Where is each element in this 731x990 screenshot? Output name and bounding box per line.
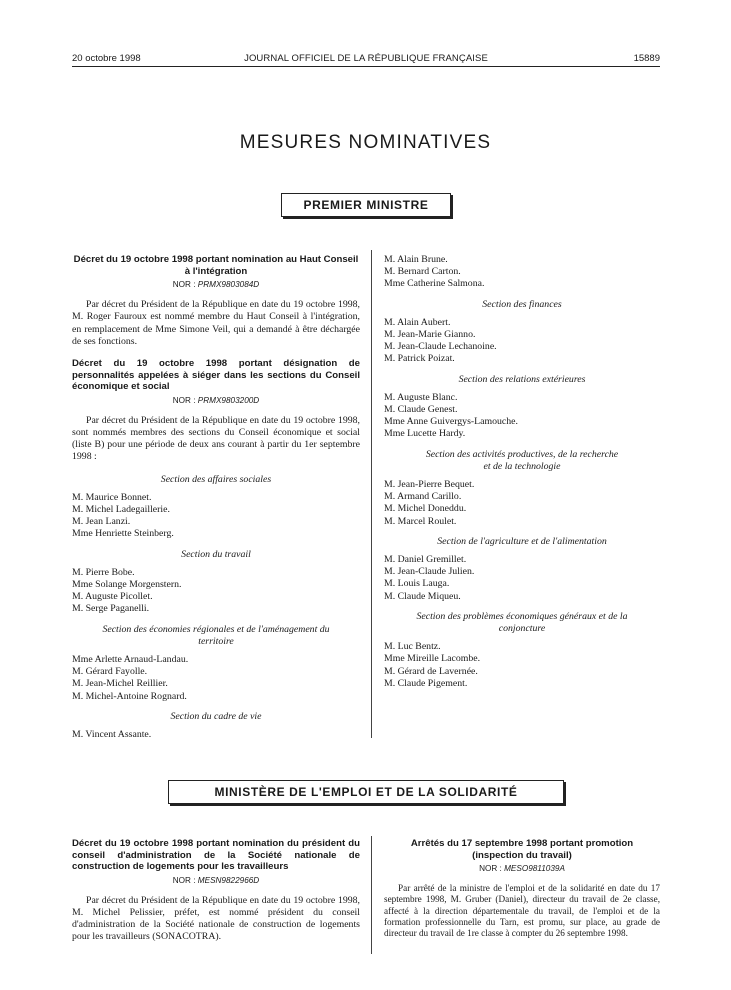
member-list-continued xyxy=(384,254,660,291)
member-name: M. Vincent Assante. xyxy=(72,728,152,740)
member-list xyxy=(72,492,360,541)
decree-1-body: Par décret du Président de la République en date du 19 octobre 1998, M. Roger Fauroux est nommé membre du Haut Conseil à l'intégration, en remplacement de Mme Simone Veil, qui a demandé à être déchargée de ses fonctions. xyxy=(72,299,360,347)
member-name: Mme Catherine Salmona. xyxy=(384,278,485,290)
decree-3-nor xyxy=(72,875,360,887)
member-name: M. Armand Carillo. xyxy=(384,491,462,503)
member-name: M. Jean-Claude Lechanoine. xyxy=(384,341,497,353)
section-affaires-sociales xyxy=(72,474,360,541)
column-right-top xyxy=(384,254,660,696)
member-name: M. Serge Paganelli. xyxy=(72,603,150,615)
member-name: M. Gérard Fayolle. xyxy=(72,666,148,678)
column-divider xyxy=(371,836,372,954)
section-title: Section des activités productives, de la recherche et de la technologie xyxy=(425,448,619,472)
section-relations-exterieures xyxy=(384,374,660,441)
column-right-bottom xyxy=(384,838,660,949)
member-name: Mme Solange Morgenstern. xyxy=(72,578,182,590)
member-name: M. Auguste Picollet. xyxy=(72,591,153,603)
section-title: Section du cadre de vie xyxy=(170,710,262,722)
decree-2-title: Décret du 19 octobre 1998 portant désignation de personnalités appelées à siéger dans les sections du Conseil économique et social xyxy=(72,358,360,393)
member-name: M. Jean-Pierre Bequet. xyxy=(384,479,475,491)
ministry-heading-premier-ministre: PREMIER MINISTRE xyxy=(281,193,451,217)
nor-code: PRMX9803200D xyxy=(197,395,260,405)
member-name: M. Pierre Bobe. xyxy=(72,566,135,578)
member-name: M. Jean-Michel Reillier. xyxy=(72,678,168,690)
column-left-bottom xyxy=(72,838,360,954)
member-name: M. Maurice Bonnet. xyxy=(72,491,152,503)
member-name: Mme Arlette Arnaud-Landau. xyxy=(72,653,189,665)
nor-code: PRMX9803084D xyxy=(197,280,260,289)
section-title: Section des problèmes économiques généraux et de la conjoncture xyxy=(416,610,628,635)
member-name: M. Claude Miqueu. xyxy=(384,590,461,602)
section-cadre-de-vie xyxy=(72,711,360,741)
arrete-title-line: Arrêtés du 17 septembre 1998 portant promotion xyxy=(410,838,634,849)
arrete-1-nor xyxy=(384,863,660,875)
member-name: M. Luc Bentz. xyxy=(384,641,441,653)
section-title: Section des économies régionales et de l'aménagement du territoire xyxy=(102,623,330,647)
section-finances xyxy=(384,299,660,366)
member-name: M. Michel Doneddu. xyxy=(384,503,467,515)
member-name: M. Gérard de Lavernée. xyxy=(384,665,478,677)
arrete-1-body: Par arrêté de la ministre de l'emploi et de la solidarité en date du 17 septembre 1998, M. Gruber (Daniel), directeur du travail de 2e classe, affecté à la direction départementale du travail, de l'emploi et de la formation professionnelle du Tarn, est promu, sur place, au grade de directeur du travail de 1re classe à compter du 26 septembre 1998. xyxy=(384,883,660,939)
section-problemes-economiques xyxy=(384,611,660,690)
decree-3-title: Décret du 19 octobre 1998 portant nomination du président du conseil d'administration de la Société nationale de construction de logements pour les travailleurs xyxy=(72,838,360,872)
section-activites-productives xyxy=(384,449,660,528)
member-name: Mme Mireille Lacombe. xyxy=(384,653,481,665)
header-rule xyxy=(72,66,660,67)
nor-code: MESO9811039A xyxy=(504,864,565,873)
member-name: M. Patrick Poizat. xyxy=(384,353,455,365)
decree-2-body: Par décret du Président de la République en date du 19 octobre 1998, sont nommés membres des sections du Conseil économique et social (liste B) pour une période de deux ans courant à partir du 1er septembre 1998 : xyxy=(72,414,360,463)
column-left-top xyxy=(72,254,360,747)
member-name: M. Jean-Claude Julien. xyxy=(384,566,475,578)
section-travail xyxy=(72,549,360,616)
column-divider xyxy=(371,250,372,738)
section-title: Section de l'agriculture et de l'alimentation xyxy=(437,535,607,547)
decree-1-title: Décret du 19 octobre 1998 portant nomination au Haut Conseil à l'intégration xyxy=(73,254,359,277)
member-name: M. Michel Ladegaillerie. xyxy=(72,503,170,515)
member-name: M. Daniel Gremillet. xyxy=(384,554,467,566)
header-page-number: 15889 xyxy=(633,53,660,64)
page-header xyxy=(72,50,660,66)
member-list xyxy=(72,654,360,703)
member-name: Mme Lucette Hardy. xyxy=(384,428,466,440)
nor-label: NOR : xyxy=(172,875,196,885)
member-name: M. Claude Pigement. xyxy=(384,677,468,689)
member-name: M. Auguste Blanc. xyxy=(384,391,458,403)
member-list xyxy=(384,554,660,603)
member-name: M. Louis Lauga. xyxy=(384,578,450,590)
section-economies-regionales xyxy=(72,624,360,703)
member-name: M. Jean-Marie Gianno. xyxy=(384,329,476,341)
nor-label: NOR : xyxy=(172,280,196,289)
header-date: 20 octobre 1998 xyxy=(72,53,141,64)
member-name: M. Claude Genest. xyxy=(384,404,458,416)
member-name: Mme Henriette Steinberg. xyxy=(72,528,174,540)
nor-label: NOR : xyxy=(172,395,196,405)
member-name: M. Alain Brune. xyxy=(384,254,448,265)
section-title: Section des affaires sociales xyxy=(160,473,272,485)
decree-3-body: Par décret du Président de la République en date du 19 octobre 1998, M. Michel Pelissier, préfet, est nommé président du conseil d'administration de la Société nationale de construction de logements pour les travailleurs (SONACOTRA). xyxy=(72,894,360,943)
ministry-heading-emploi-solidarite: MINISTÈRE DE L'EMPLOI ET DE LA SOLIDARITÉ xyxy=(168,780,564,804)
nor-code: MESN9822966D xyxy=(197,875,260,885)
member-list xyxy=(384,392,660,441)
member-name: M. Michel-Antoine Rognard. xyxy=(72,690,187,702)
member-list xyxy=(72,729,360,741)
member-name: M. Jean Lanzi. xyxy=(72,516,131,528)
section-agriculture xyxy=(384,536,660,603)
member-name: M. Bernard Carton. xyxy=(384,266,461,278)
member-name: M. Alain Aubert. xyxy=(384,316,451,328)
arrete-1-title xyxy=(384,838,660,861)
member-list xyxy=(72,567,360,616)
nor-label: NOR : xyxy=(479,864,502,873)
decree-1-nor xyxy=(72,279,360,291)
section-title: Section des finances xyxy=(482,298,562,310)
member-list xyxy=(384,317,660,366)
member-name: Mme Anne Guivergys-Lamouche. xyxy=(384,416,518,428)
arrete-title-line: (inspection du travail) xyxy=(472,849,572,861)
member-list xyxy=(384,641,660,690)
section-title: MESURES NOMINATIVES xyxy=(239,132,492,153)
decree-2-nor xyxy=(72,395,360,407)
header-journal-title: JOURNAL OFFICIEL DE LA RÉPUBLIQUE FRANÇAISE xyxy=(244,53,488,64)
section-title: Section du travail xyxy=(181,548,251,560)
member-list xyxy=(384,479,660,528)
section-title: Section des relations extérieures xyxy=(458,373,586,385)
member-name: M. Marcel Roulet. xyxy=(384,515,457,527)
